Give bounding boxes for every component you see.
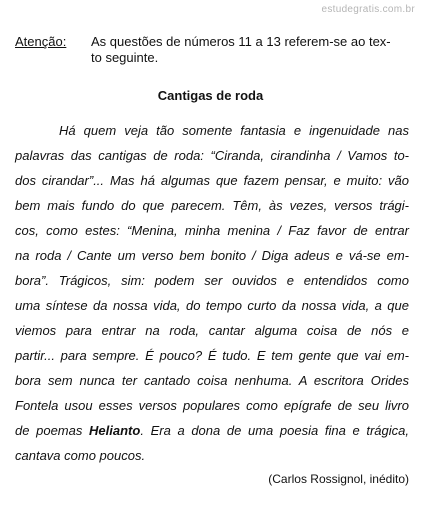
notice-text [91,34,413,66]
body-line [15,418,409,443]
text-body [15,118,409,468]
notice-line: As questões de números 11 a 13 referem-se ao tex- [91,34,391,49]
body-line: palavras das cantigas de roda: “Ciranda, cirandinha / Vamos to- [15,148,409,163]
body-line: viemos para entrar na roda, cantar alguma coisa de nós e [15,323,409,338]
body-line: cos, como estes: “Menina, minha menina / Faz favor de entrar [15,223,409,238]
body-line: bem mais fundo do que parecem. Têm, às vezes, versos trági- [15,198,409,213]
notice-label: Atenção: [15,34,67,49]
notice-line: to seguinte. [91,50,159,65]
text-title: Cantigas de roda [157,88,264,103]
body-line: bora”. Trágicos, sim: podem ser ouvidos e entendidos como [15,273,409,288]
body-line: uma síntese da nossa vida, do tempo curto da nossa vida, a que [15,298,409,313]
body-line: dos cirandar”... Mas há algumas que fazem pensar, e muito: vão [15,173,409,188]
site-watermark: estudegratis.com.br [321,4,415,15]
body-line: cantava como poucos. [15,448,146,463]
body-line: partir... para sempre. É pouco? É tudo. E tem gente que vai em- [15,348,409,363]
source-citation: (Carlos Rossignol, inédito) [268,472,409,486]
body-line: Fontela usou esses versos populares como epígrafe de seu livro [15,398,409,413]
body-fragment: . Era a dona de uma poesia fina e trágica, [140,423,409,438]
body-line: na roda / Cante um verso bem bonito / Diga adeus e vá-se em- [15,248,409,263]
body-line: bora sem nunca ter cantado coisa nenhuma. A escritora Orides [15,373,409,388]
body-line: Há quem veja tão somente fantasia e ingenuidade nas [59,123,409,138]
book-title: Helianto [89,423,141,438]
body-fragment: de poemas [15,423,90,438]
